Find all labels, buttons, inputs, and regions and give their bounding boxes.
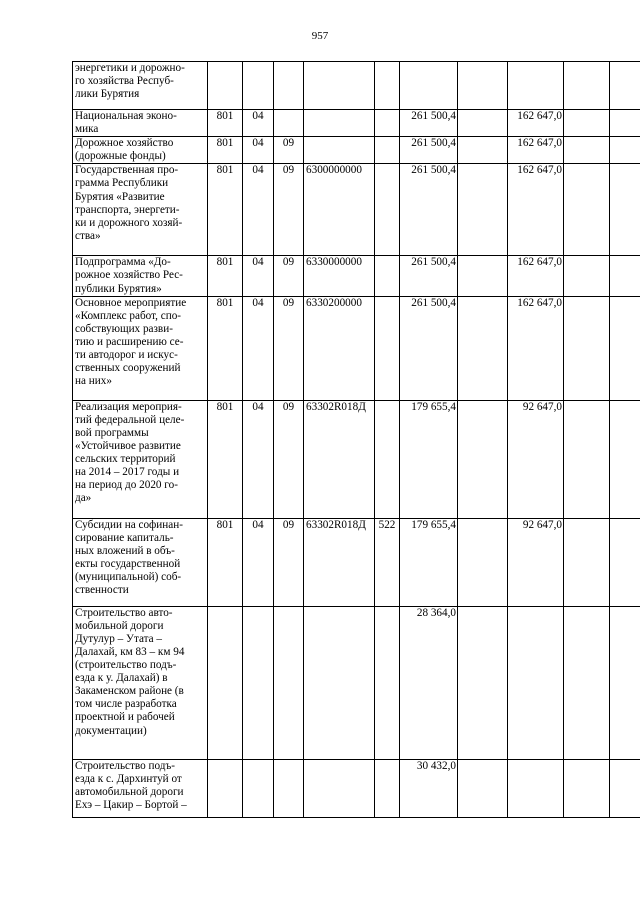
amount-cell-3: 162 647,0 bbox=[508, 137, 564, 164]
amount-cell-2 bbox=[458, 137, 508, 164]
table-row bbox=[73, 606, 640, 759]
ved-code-cell bbox=[208, 759, 243, 817]
table-row bbox=[73, 62, 640, 110]
ved-code-cell: 801 bbox=[208, 296, 243, 400]
row-name-cell: Строительство авто- мобильной дороги Дутулур – Утата – Далахай, км 83 – км 94 (строительство подъ- езда к у. Далахай) в Закаменском районе (в том числе разработка проектной и рабочей документации) bbox=[73, 606, 208, 759]
amount-cell-5 bbox=[610, 164, 640, 256]
amount-cell-3 bbox=[508, 62, 564, 110]
expense-type-cell bbox=[375, 137, 400, 164]
amount-cell-1 bbox=[400, 62, 458, 110]
section-code-cell: 04 bbox=[243, 400, 274, 518]
ved-code-cell bbox=[208, 606, 243, 759]
amount-cell-3: 162 647,0 bbox=[508, 164, 564, 256]
row-name-cell: Реализация мероприя- тий федеральной целе- вой программы «Устойчивое развитие сельских территорий на 2014 – 2017 годы и на период до 2020 го- да» bbox=[73, 400, 208, 518]
ved-code-cell bbox=[208, 62, 243, 110]
table-row bbox=[73, 400, 640, 518]
row-name-cell: Дорожное хозяйство (дорожные фонды) bbox=[73, 137, 208, 164]
section-code-cell: 04 bbox=[243, 137, 274, 164]
row-name-cell: Подпрограмма «До- рожное хозяйство Рес- публики Бурятия» bbox=[73, 256, 208, 296]
amount-cell-5 bbox=[610, 606, 640, 759]
target-article-cell: 6330000000 bbox=[304, 256, 375, 296]
row-name-cell: Строительство подъ- езда к с. Дархинтуй от автомобильной дороги Ехэ – Цакир – Бортой – bbox=[73, 759, 208, 817]
amount-cell-3: 162 647,0 bbox=[508, 296, 564, 400]
table-row bbox=[73, 256, 640, 296]
amount-cell-3 bbox=[508, 759, 564, 817]
target-article-cell bbox=[304, 606, 375, 759]
amount-cell-5 bbox=[610, 62, 640, 110]
target-article-cell: 63302R018Д bbox=[304, 518, 375, 606]
amount-cell-2 bbox=[458, 296, 508, 400]
amount-cell-5 bbox=[610, 518, 640, 606]
amount-cell-5 bbox=[610, 137, 640, 164]
subsection-code-cell bbox=[274, 110, 304, 137]
amount-cell-2 bbox=[458, 606, 508, 759]
table-row bbox=[73, 164, 640, 256]
target-article-cell: 63302R018Д bbox=[304, 400, 375, 518]
amount-cell-1: 28 364,0 bbox=[400, 606, 458, 759]
subsection-code-cell bbox=[274, 62, 304, 110]
amount-cell-4 bbox=[564, 110, 610, 137]
ved-code-cell: 801 bbox=[208, 400, 243, 518]
amount-cell-2 bbox=[458, 164, 508, 256]
page-number: 957 bbox=[311, 30, 329, 42]
section-code-cell: 04 bbox=[243, 256, 274, 296]
amount-cell-4 bbox=[564, 759, 610, 817]
amount-cell-4 bbox=[564, 137, 610, 164]
subsection-code-cell: 09 bbox=[274, 164, 304, 256]
section-code-cell bbox=[243, 759, 274, 817]
amount-cell-1: 179 655,4 bbox=[400, 518, 458, 606]
row-name-cell: Государственная про- грамма Республики Бурятия «Развитие транспорта, энергети- ки и дорожного хозяй- ства» bbox=[73, 164, 208, 256]
row-name-cell: Основное мероприятие «Комплекс работ, спо- собствующих разви- тию и расширению се- ти автодорог и искус- ственных сооружений на них» bbox=[73, 296, 208, 400]
amount-cell-1: 179 655,4 bbox=[400, 400, 458, 518]
row-name-cell: энергетики и дорожно- го хозяйства Респуб- лики Бурятия bbox=[73, 62, 208, 110]
amount-cell-1: 261 500,4 bbox=[400, 256, 458, 296]
amount-cell-5 bbox=[610, 110, 640, 137]
amount-cell-3 bbox=[508, 606, 564, 759]
amount-cell-5 bbox=[610, 296, 640, 400]
amount-cell-1: 261 500,4 bbox=[400, 110, 458, 137]
amount-cell-3: 92 647,0 bbox=[508, 400, 564, 518]
expense-type-cell bbox=[375, 606, 400, 759]
amount-cell-2 bbox=[458, 518, 508, 606]
expense-type-cell bbox=[375, 164, 400, 256]
amount-cell-2 bbox=[458, 62, 508, 110]
amount-cell-1: 30 432,0 bbox=[400, 759, 458, 817]
section-code-cell: 04 bbox=[243, 296, 274, 400]
amount-cell-4 bbox=[564, 606, 610, 759]
expense-type-cell bbox=[375, 110, 400, 137]
table-row bbox=[73, 759, 640, 817]
expense-type-cell bbox=[375, 296, 400, 400]
amount-cell-4 bbox=[564, 296, 610, 400]
subsection-code-cell bbox=[274, 759, 304, 817]
subsection-code-cell: 09 bbox=[274, 256, 304, 296]
budget-table bbox=[72, 61, 640, 818]
amount-cell-2 bbox=[458, 400, 508, 518]
amount-cell-4 bbox=[564, 400, 610, 518]
target-article-cell bbox=[304, 137, 375, 164]
ved-code-cell: 801 bbox=[208, 256, 243, 296]
table-row bbox=[73, 110, 640, 137]
amount-cell-1: 261 500,4 bbox=[400, 137, 458, 164]
section-code-cell bbox=[243, 62, 274, 110]
target-article-cell bbox=[304, 759, 375, 817]
ved-code-cell: 801 bbox=[208, 518, 243, 606]
table-row bbox=[73, 518, 640, 606]
amount-cell-3: 162 647,0 bbox=[508, 110, 564, 137]
amount-cell-2 bbox=[458, 256, 508, 296]
target-article-cell: 6330200000 bbox=[304, 296, 375, 400]
expense-type-cell bbox=[375, 256, 400, 296]
amount-cell-1: 261 500,4 bbox=[400, 164, 458, 256]
subsection-code-cell bbox=[274, 606, 304, 759]
target-article-cell bbox=[304, 62, 375, 110]
amount-cell-5 bbox=[610, 400, 640, 518]
table-row bbox=[73, 296, 640, 400]
amount-cell-3: 162 647,0 bbox=[508, 256, 564, 296]
expense-type-cell bbox=[375, 759, 400, 817]
amount-cell-4 bbox=[564, 518, 610, 606]
amount-cell-4 bbox=[564, 256, 610, 296]
amount-cell-5 bbox=[610, 759, 640, 817]
expense-type-cell: 522 bbox=[375, 518, 400, 606]
amount-cell-2 bbox=[458, 759, 508, 817]
row-name-cell: Национальная эконо- мика bbox=[73, 110, 208, 137]
ved-code-cell: 801 bbox=[208, 164, 243, 256]
ved-code-cell: 801 bbox=[208, 110, 243, 137]
section-code-cell: 04 bbox=[243, 164, 274, 256]
amount-cell-4 bbox=[564, 164, 610, 256]
amount-cell-1: 261 500,4 bbox=[400, 296, 458, 400]
amount-cell-2 bbox=[458, 110, 508, 137]
row-name-cell: Субсидии на софинан- сирование капиталь- ных вложений в объ- екты государственной (муниципальной) соб- ственности bbox=[73, 518, 208, 606]
target-article-cell: 6300000000 bbox=[304, 164, 375, 256]
subsection-code-cell: 09 bbox=[274, 137, 304, 164]
subsection-code-cell: 09 bbox=[274, 400, 304, 518]
section-code-cell: 04 bbox=[243, 110, 274, 137]
section-code-cell: 04 bbox=[243, 518, 274, 606]
expense-type-cell bbox=[375, 400, 400, 518]
subsection-code-cell: 09 bbox=[274, 296, 304, 400]
section-code-cell bbox=[243, 606, 274, 759]
amount-cell-4 bbox=[564, 62, 610, 110]
target-article-cell bbox=[304, 110, 375, 137]
ved-code-cell: 801 bbox=[208, 137, 243, 164]
amount-cell-3: 92 647,0 bbox=[508, 518, 564, 606]
table-row bbox=[73, 137, 640, 164]
expense-type-cell bbox=[375, 62, 400, 110]
amount-cell-5 bbox=[610, 256, 640, 296]
subsection-code-cell: 09 bbox=[274, 518, 304, 606]
